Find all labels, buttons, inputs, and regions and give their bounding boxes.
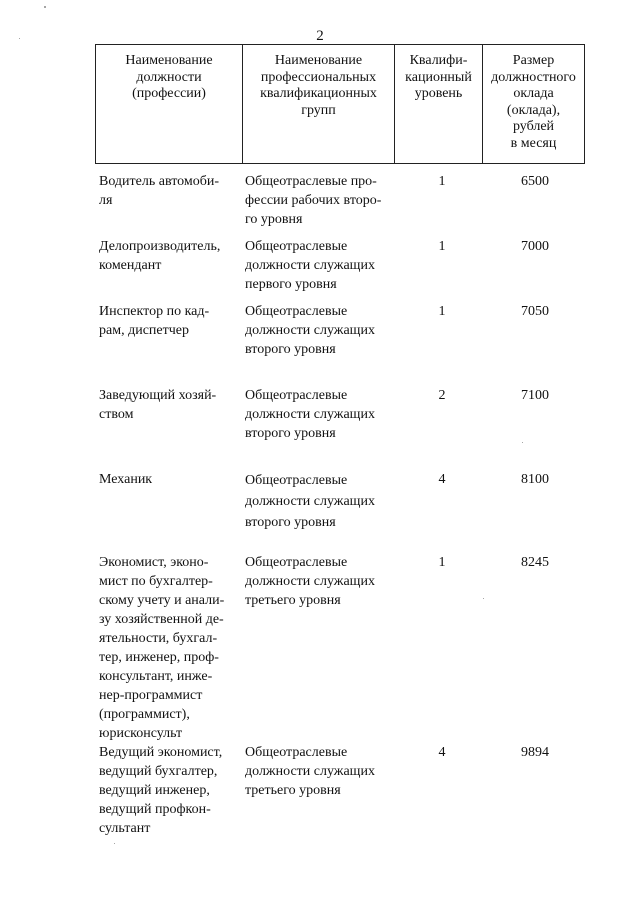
group-cell: Общеотраслевые должности служащих второго уровня [245,304,375,357]
level-cell: 1 [438,239,446,254]
header-position-name-text: Наименование должности (профессии) [125,53,213,101]
level-cell: 1 [438,304,446,319]
scan-speck [522,442,523,443]
group-cell: Общеотраслевые должности служащих третьего уровня [245,745,375,798]
level-cell: 4 [438,745,446,760]
salary-cell: 8245 [521,555,549,570]
header-salary-text: Размер должностного оклада (оклада), рублей в месяц [491,53,576,151]
salary-cell: 9894 [521,745,549,760]
group-cell: Общеотраслевые должности служащих второго уровня [245,388,375,441]
header-professional-group [242,45,394,163]
header-position-name [96,45,242,163]
scan-speck [483,598,484,599]
position-cell: Экономист, эконо- мист по бухгалтер- скому учету и анали- зу хозяйственной де- ятельности, бухгал- тер, инженер, проф- консультант, инже- нер-программист (программист), юрисконсульт [99,555,225,741]
group-cell: Общеотраслевые должности служащих второго уровня [245,473,375,530]
scan-speck [19,38,20,39]
level-cell: 4 [438,472,446,487]
scan-speck [44,6,46,8]
group-cell: Общеотраслевые должности служащих первого уровня [245,239,375,292]
salary-cell: 8100 [521,472,549,487]
position-cell: Механик [99,472,153,487]
table-header [95,44,585,164]
header-qualification-level [394,45,482,163]
position-cell: Заведующий хозяй- ством [99,388,217,422]
level-cell: 1 [438,174,446,189]
position-cell: Делопроизводитель, комендант [99,239,221,273]
group-cell: Общеотраслевые должности служащих третьего уровня [245,555,375,608]
position-cell: Инспектор по кад- рам, диспетчер [99,304,210,338]
salary-cell: 7050 [521,304,549,319]
level-cell: 1 [438,555,446,570]
header-professional-group-text: Наименование профессиональных квалификационных групп [260,53,377,118]
salary-cell: 6500 [521,174,549,189]
group-cell: Общеотраслевые про- фессии рабочих второ- го уровня [245,174,382,227]
scan-speck [114,843,115,844]
position-cell: Водитель автомоби- ля [99,174,220,208]
header-salary [482,45,584,163]
header-qualification-level-text: Квалифи- кационный уровень [405,53,472,101]
page-number: 2 [316,28,324,44]
position-cell: Ведущий экономист, ведущий бухгалтер, ведущий инженер, ведущий профкон- сультант [99,745,223,836]
salary-cell: 7100 [521,388,549,403]
salary-cell: 7000 [521,239,549,254]
level-cell: 2 [438,388,446,403]
